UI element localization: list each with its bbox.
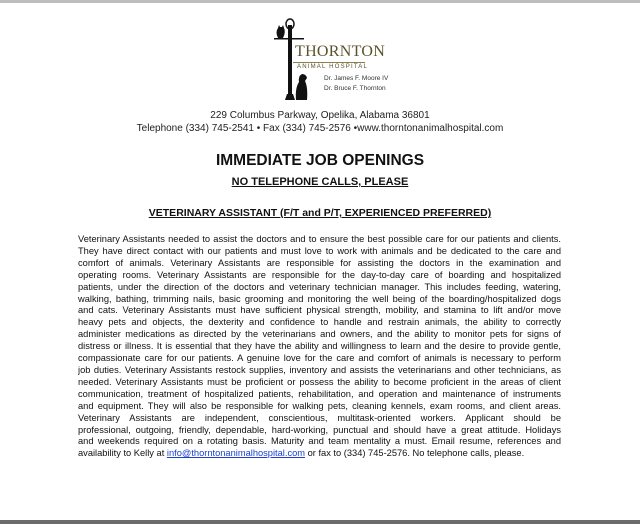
logo-divider (293, 62, 365, 63)
subtitle: NO TELEPHONE CALLS, PLEASE (231, 176, 409, 188)
body-line: communication, treatment of hospitalized patients, rehabilitation, and operation and maintenance of instruments (78, 388, 561, 399)
body-line: and equipment. They will also be responsible for walking pets, cleaning kennels, exam rooms, and client areas. (78, 400, 561, 411)
doctor-name: Dr. Bruce F. Thornton (324, 85, 386, 92)
page-title: IMMEDIATE JOB OPENINGS (215, 152, 425, 169)
address: 229 Columbus Parkway, Opelika, Alabama 36801 (210, 110, 430, 121)
body-line: administer medications as directed by the veterinarians and owners, and the ability to monitor pets for signs of (78, 329, 561, 340)
position-heading: VETERINARY ASSISTANT (F/T and P/T, EXPERIENCED PREFERRED) (148, 207, 492, 219)
body-line: They have direct contact with our patients and must love to work with animals and be dedicated to the care and (78, 245, 561, 256)
body-line: and cats. Veterinary Assistants must have sufficient physical strength, mobility, and stamina to lift and/or move (78, 305, 561, 316)
job-description (78, 234, 561, 460)
logo-name: THORNTON (295, 43, 386, 60)
body-line: heavy pets and objects, the dexterity and confidence to handle and restrain animals, the ability to correctly (78, 317, 561, 328)
body-line: compassionate care for our patients. A genuine love for the care and comfort of animals is necessary to perform (78, 353, 561, 364)
body-line: professional, outgoing, friendly, dependable, hard-working, punctual and should have a great attitude. Holidays (78, 424, 561, 435)
doctor-name: Dr. James F. Moore IV (324, 75, 389, 82)
page-bottom-edge (0, 520, 640, 524)
logo-subtitle: ANIMAL HOSPITAL (297, 64, 369, 70)
body-line: Veterinary Assistants are independent, conscientious, multitask-oriented workers. Applicant should be (78, 412, 561, 423)
body-line: job duties. Veterinary Assistants restock supplies, inventory and assists the veterinarians and other technicians, as (78, 364, 561, 375)
body-line (78, 448, 561, 460)
body-line: comfort of animals. Veterinary Assistants are responsible for assisting the doctors in the examination and (78, 257, 561, 268)
page-top-edge (0, 0, 640, 3)
contact-line: Telephone (334) 745-2541 • Fax (334) 745-2576 •www.thorntonanimalhospital.com (136, 123, 504, 134)
body-line: distress or illness. It is essential that they have the ability and willingness to learn and the desire to provide gentle, (78, 341, 561, 352)
body-line: Veterinary Assistants needed to assist the doctors and to ensure the best possible care for our patients and clients. (78, 234, 561, 244)
body-line: patients, under the direction of the doctors and veterinary technician manager. This includes feeding, watering, (78, 281, 561, 292)
body-line: needed. Veterinary Assistants must be proficient or possess the ability to become proficient in the areas of client (78, 376, 561, 387)
email-link[interactable]: info@thorntonanimalhospital.com (166, 448, 306, 459)
body-text: or fax to (334) 745-2576. No telephone calls, please. (305, 448, 525, 459)
body-line: walking, bathing, trimming nails, basic grooming and monitoring the well being of the boarding/hospitalized dogs (78, 293, 561, 304)
body-text: availability to Kelly at (78, 448, 167, 459)
body-line: and weekends required on a rotating basis. Maturity and team mentality a must. Email resume, references and (78, 436, 561, 447)
body-line: operating rooms. Veterinary Assistants are responsible for the day-to-day care of boarding and hospitalized (78, 269, 561, 280)
